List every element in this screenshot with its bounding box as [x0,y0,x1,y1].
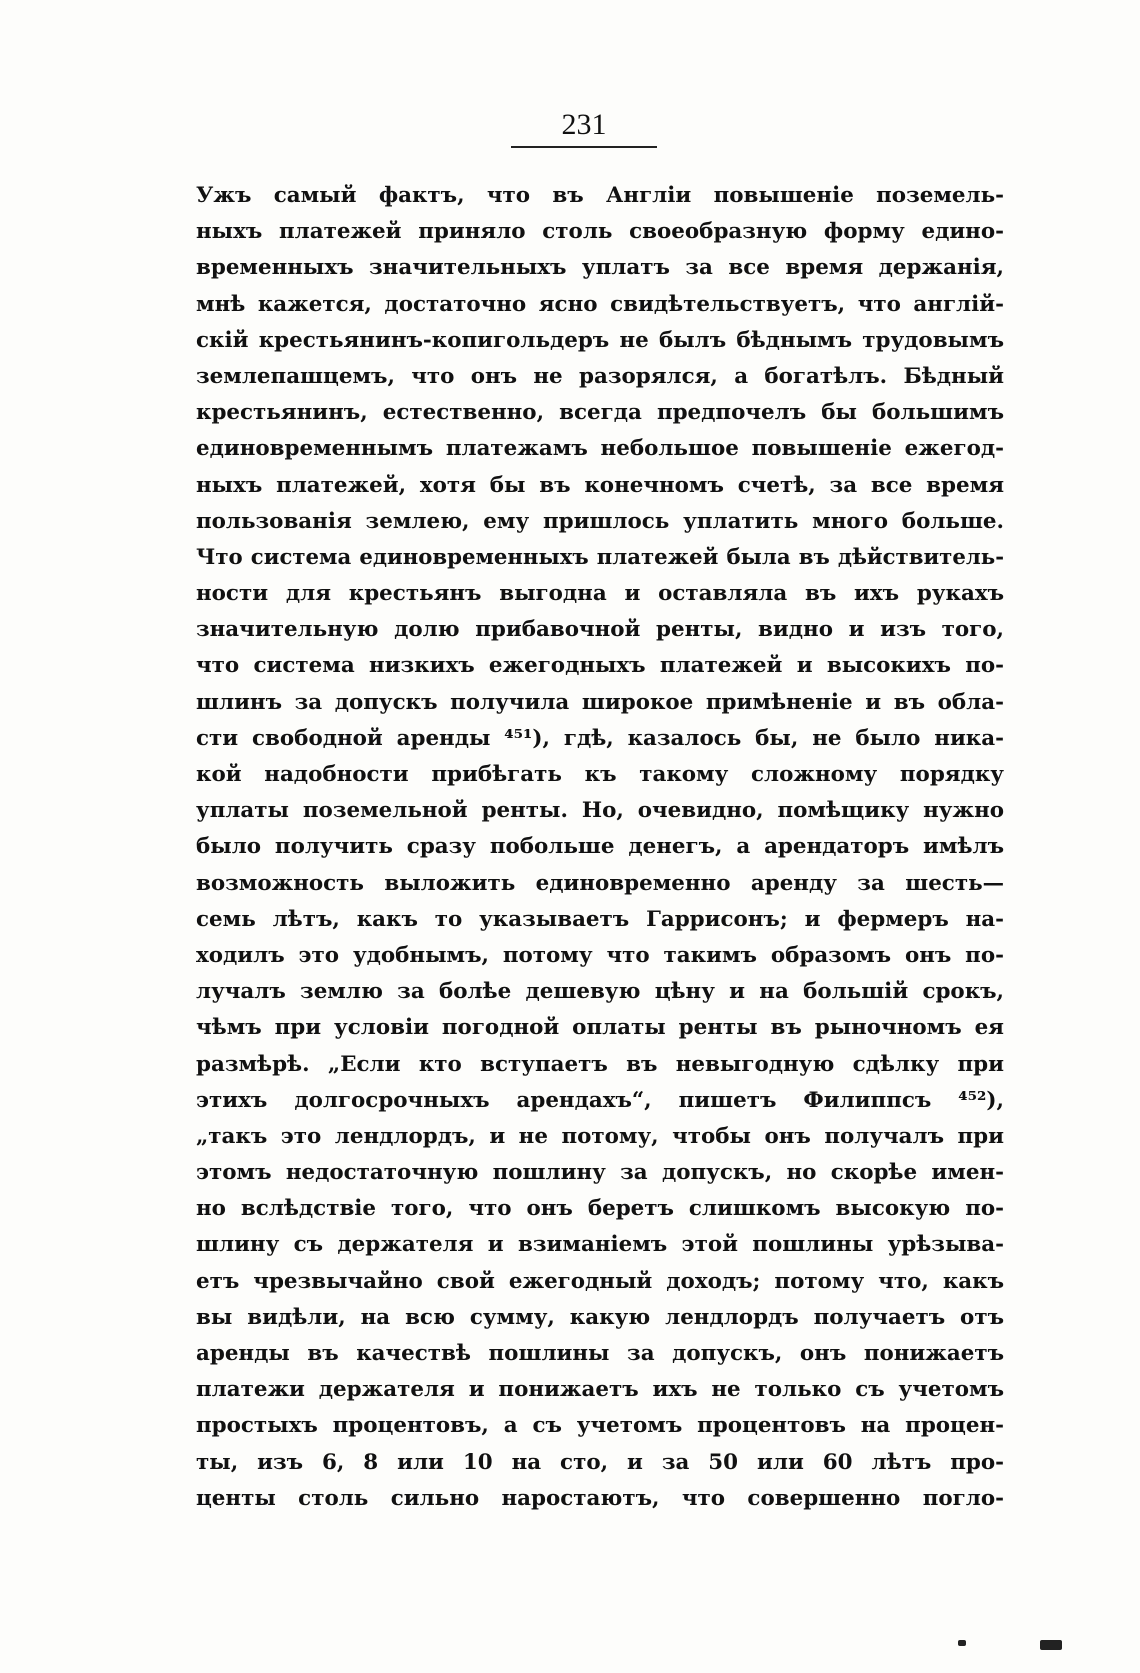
text-line: возможность выложить единовременно аренду за шесть— [196,870,1004,896]
text-line: что система низкихъ ежегодныхъ платежей и высокихъ по- [196,653,1004,679]
text-line: Что система единовременныхъ платежей была въ дѣйствитель- [196,544,1004,570]
text-line: платежи держателя и понижаетъ ихъ не только съ учетомъ [196,1377,1004,1403]
text-line: шлинъ за допускъ получила широкое примѣненіе и въ обла- [196,689,1004,715]
page-number: 231 [561,108,607,141]
text-line: уплаты поземельной ренты. Но, очевидно, помѣщику нужно [196,798,1004,824]
text-line: етъ чрезвычайно свой ежегодный доходъ; потому что, какъ [196,1268,1004,1294]
text-line: скій крестьянинъ-копигольдеръ не былъ бѣднымъ трудовымъ [196,327,1004,353]
text-line: шлину съ держателя и взиманіемъ этой пошлины урѣзыва- [196,1232,1004,1258]
text-line: этомъ недостаточную пошлину за допускъ, но скорѣе имен- [196,1160,1004,1186]
text-line: пользованія землею, ему пришлось уплатить много больше. [196,508,1004,534]
text-line: землепашцемъ, что онъ не разорялся, а богатѣлъ. Бѣдный [196,363,1004,389]
text-line: но вслѣдствіе того, что онъ беретъ слишкомъ высокую по- [196,1196,1004,1222]
text-line: ныхъ платежей, хотя бы въ конечномъ счетѣ, за все время [196,472,1004,498]
text-line: временныхъ значительныхъ уплатъ за все время держанія, [196,255,1004,281]
scan-speck [958,1640,966,1646]
text-line: ныхъ платежей приняло столь своеобразную форму едино- [196,219,1004,245]
text-line: вы видѣли, на всю сумму, какую лендлордъ получаетъ отъ [196,1304,1004,1330]
text-line: семь лѣтъ, какъ то указываетъ Гаррисонъ; и фермеръ на- [196,906,1004,932]
text-line: аренды въ качествѣ пошлины за допускъ, онъ понижаетъ [196,1341,1004,1366]
text-line: значительную долю прибавочной ренты, видно и изъ того, [196,617,1004,643]
text-line: чѣмъ при условіи погодной оплаты ренты въ рыночномъ ея [196,1015,1004,1041]
body-text [196,178,1004,1517]
scan-speck [1040,1640,1062,1650]
text-line: ты, изъ 6, 8 или 10 на сто, и за 50 или 60 лѣтъ про- [196,1449,1004,1475]
text-line: мнѣ кажется, достаточно ясно свидѣтельствуетъ, что англій- [196,291,1004,317]
text-line: размѣрѣ. „Если кто вступаетъ въ невыгодную сдѣлку при [196,1051,1004,1077]
text-line: кой надобности прибѣгать къ такому сложному порядку [196,762,1004,787]
text-line: было получить сразу побольше денегъ, а арендаторъ имѣлъ [196,834,1004,860]
text-line: этихъ долгосрочныхъ арендахъ“, пишетъ Филиппсъ ⁴⁵²), [196,1087,1004,1113]
page-number-rule [511,146,657,148]
text-line: единовременнымъ платежамъ небольшое повышеніе ежегод- [196,436,1004,462]
text-line: „такъ это лендлордъ, и не потому, чтобы онъ получалъ при [196,1123,1004,1149]
text-line: ности для крестьянъ выгодна и оставляла въ ихъ рукахъ [196,581,1004,607]
text-line: Ужъ самый фактъ, что въ Англіи повышеніе поземель- [196,183,1004,208]
text-line: ходилъ это удобнымъ, потому что такимъ образомъ онъ по- [196,942,1004,968]
text-line: крестьянинъ, естественно, всегда предпочелъ бы большимъ [196,400,1004,426]
text-line: центы столь сильно наростаютъ, что совершенно погло- [196,1485,1004,1511]
text-line: лучалъ землю за болѣе дешевую цѣну и на большій срокъ, [196,979,1004,1005]
text-line: простыхъ процентовъ, а съ учетомъ процентовъ на процен- [196,1413,1004,1439]
text-line: сти свободной аренды ⁴⁵¹), гдѣ, казалось бы, не было ника- [196,725,1004,751]
